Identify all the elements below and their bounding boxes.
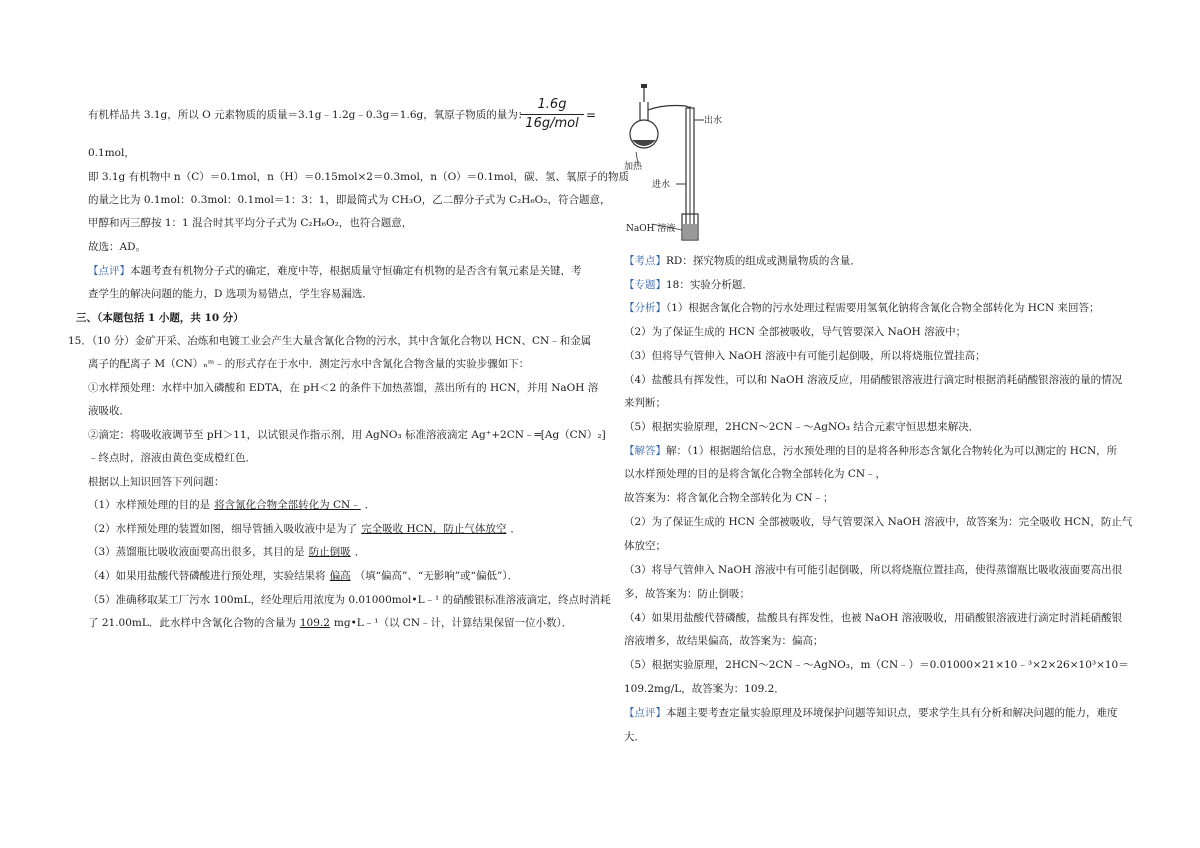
- text-line: 甲醇和丙三醇按 1：1 混合时其平均分子式为 C₂H₆O₂，也符合题意，: [88, 217, 413, 229]
- text-line: 有机样品共 3.1g，所以 O 元素物质的质量＝3.1g﹣1.2g﹣0.3g＝1.6g，氧原子物质的量为：: [88, 109, 529, 121]
- jieda-line: （2）为了保证生成的 HCN 全部被吸收，导气管要深入 NaOH 溶液中，故答案为：完全吸收 HCN，防止气: [624, 516, 1133, 528]
- question-line: 离子的配离子 M（CN）ₙᵐ﹣的形式存在于水中．测定污水中含氰化合物含量的实验步骤如下：: [88, 358, 530, 370]
- jieda-line: 溶液增多，故结果偏高，故答案为：偏高；: [624, 635, 824, 647]
- jieda-line: 以水样预处理的目的是将含氰化合物全部转化为 CN﹣，: [624, 468, 887, 480]
- fenxi-line: 【分析】（1）根据含氰化合物的污水处理过程需要用氢氧化钠将含氰化合物全部转化为 HCN 来回答；: [624, 302, 1100, 314]
- fraction-denominator: 16g/mol: [525, 116, 579, 131]
- subquestion-5-cont: 了 21.00mL．此水样中含氰化合物的含量为 109.2 mg•L﹣¹（以 CN﹣计，计算结果保留一位小数）．: [88, 617, 573, 629]
- fenxi-line: 来判断；: [624, 397, 666, 409]
- jieda-line: 【解答】解：（1）根据题给信息，污水预处理的目的是将各种形态含氰化合物转化为可以测定的 HCN，所: [624, 445, 1118, 457]
- jieda-line: 故答案为：将含氰化合物全部转化为 CN﹣；: [624, 492, 834, 504]
- answer-blank: 防止倒吸: [308, 546, 351, 558]
- question-line: 液吸收．: [88, 405, 130, 417]
- figure-label-out: 出水: [704, 116, 723, 126]
- text-line: 即 3.1g 有机物中 n（C）＝0.1mol，n（H）＝0.15mol×2＝0.3mol，n（O）＝0.1mol，碳、氢、氧原子的物质: [88, 171, 630, 183]
- comment-text: 本题考查有机物分子式的确定，难度中等，根据质量守恒确定有机物的是否含有氧元素是关键，考: [130, 265, 582, 277]
- fenxi-line: （4）盐酸具有挥发性，可以和 NaOH 溶液反应，用硝酸银溶液进行滴定时根据消耗硝酸银溶液的量的情况: [624, 374, 1123, 386]
- question-line: ﹣终点时，溶液由黄色变成橙红色．: [88, 452, 256, 464]
- question-line: 根据以上知识回答下列问题：: [88, 476, 225, 488]
- comment-line: 查学生的解决问题的能力，D 选项为易错点，学生容易漏选．: [88, 288, 373, 300]
- dianping-line: 【点评】本题主要考查定量实验原理及环境保护问题等知识点，要求学生具有分析和解决问题的能力，难度: [624, 707, 1118, 719]
- equals-sign: =: [586, 108, 597, 122]
- section-heading: 三、（本题包括 1 小题，共 10 分）: [76, 312, 244, 324]
- jieda-line: （4）如果用盐酸代替磷酸，盐酸具有挥发性，也被 NaOH 溶液吸收，用硝酸银溶液进行滴定时消耗硝酸银: [624, 612, 1123, 624]
- answer-blank: 109.2: [299, 617, 330, 629]
- answer-blank: 偏高: [329, 570, 351, 582]
- text-line: 的量之比为 0.1mol：0.3mol：0.1mol＝1：3：1，即最简式为 CH₃O，乙二醇分子式为 C₂H₆O₂，符合题意，: [88, 194, 611, 206]
- subquestion-4: （4）如果用盐酸代替磷酸进行预处理，实验结果将 偏高 （填“偏高”、“无影响”或“偏低”）．: [88, 570, 519, 582]
- text-line: 故选：AD。: [88, 241, 147, 253]
- question-line: ①水样预处理：水样中加入磷酸和 EDTA，在 pH＜2 的条件下加热蒸馏，蒸出所有的 HCN，并用 NaOH 溶: [88, 382, 599, 394]
- zhuanti-line: 【专题】18：实验分析题．: [624, 279, 753, 291]
- comment-line: [88, 264, 582, 278]
- fraction-numerator: 1.6g: [520, 96, 584, 115]
- subquestion-5: （5）准确移取某工厂污水 100mL，经处理后用浓度为 0.01000mol•L﹣¹ 的硝酸银标准溶液滴定，终点时消耗: [88, 594, 611, 606]
- fenxi-line: （3）但将导气管伸入 NaOH 溶液中有可能引起倒吸，所以将烧瓶位置挂高；: [624, 350, 986, 362]
- subquestion-2: （2）水样预处理的装置如图，细导管插入吸收液中是为了 完全吸收 HCN，防止气体放空 ．: [88, 523, 521, 535]
- jieda-line: 多，故答案为：防止倒吸；: [624, 588, 750, 600]
- comment-tag: 【点评】: [88, 265, 130, 277]
- figure-label-heat: 加热: [624, 162, 643, 172]
- fenxi-line: （5）根据实验原理，2HCN～2CN﹣～AgNO₃ 结合元素守恒思想来解决．: [624, 421, 980, 433]
- question-line: 15．（10 分）金矿开采、冶炼和电镀工业会产生大量含氰化合物的污水，其中含氰化合物以 HCN、CN﹣和金属: [68, 335, 592, 347]
- jieda-line: （5）根据实验原理，2HCN～2CN﹣～AgNO₃，m（CN﹣）＝0.01000×21×10﹣³×2×26×10³×10＝: [624, 659, 1129, 671]
- jieda-line: 109.2mg/L，故答案为：109.2．: [624, 683, 785, 695]
- dianping-line: 大．: [624, 731, 645, 743]
- kaodian-line: 【考点】RD：探究物质的组成或测量物质的含量．: [624, 255, 861, 267]
- text-line: 0.1mol，: [88, 147, 135, 159]
- subquestion-1: （1）水样预处理的目的是 将含氰化合物全部转化为 CN﹣ ．: [88, 499, 376, 511]
- fraction: [520, 96, 584, 133]
- question-line: ②滴定：将吸收液调节至 pH＞11，以试银灵作指示剂，用 AgNO₃ 标准溶液滴定 Ag⁺+2CN﹣═[Ag（CN）₂]: [88, 429, 606, 441]
- figure-label-in: 进水: [652, 180, 671, 190]
- jieda-line: （3）将导气管伸入 NaOH 溶液中有可能引起倒吸，所以将烧瓶位置挂高，使得蒸馏瓶比吸收液面要高出很: [624, 564, 1123, 576]
- figure-label-naoh: NaOH 溶液: [626, 224, 676, 234]
- subquestion-3: （3）蒸馏瓶比吸收液面要高出很多，其目的是 防止倒吸 ．: [88, 546, 366, 558]
- answer-blank: 将含氰化合物全部转化为 CN﹣: [214, 499, 361, 511]
- fenxi-line: （2）为了保证生成的 HCN 全部被吸收，导气管要深入 NaOH 溶液中；: [624, 326, 967, 338]
- jieda-line: 体放空；: [624, 540, 666, 552]
- answer-blank: 完全吸收 HCN，防止气体放空: [361, 523, 507, 535]
